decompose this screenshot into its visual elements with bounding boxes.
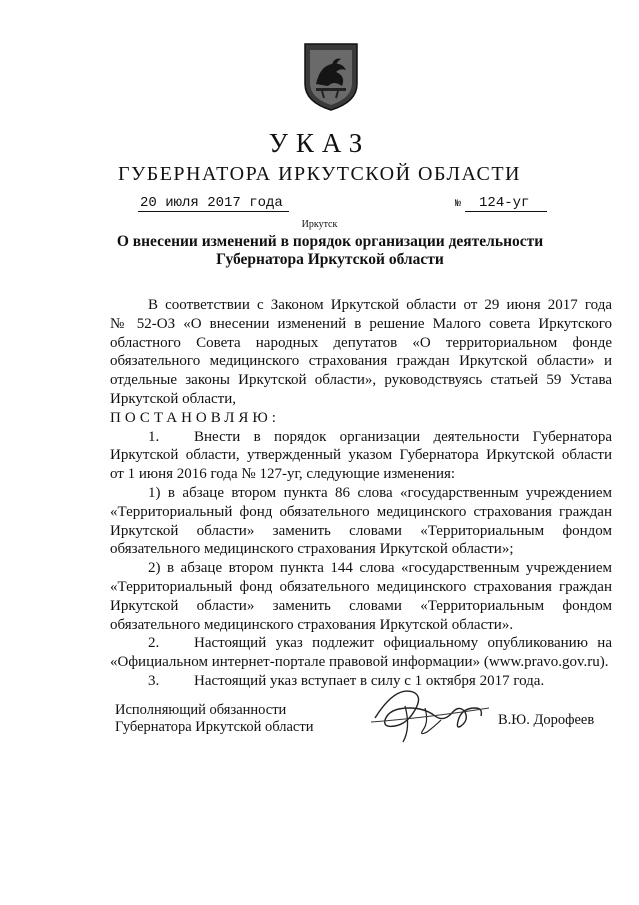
subitem-1-line: 1) в абзаце втором пункта 86 слова «государственным учреждением <box>148 484 612 501</box>
decree-body <box>110 296 612 691</box>
subitem-2-line: 2) в абзаце втором пункта 144 слова «государственным учреждением <box>148 560 612 577</box>
subitem-2-line: «Территориальный фонд обязательного медицинского страхования граждан <box>110 578 612 595</box>
decree-heading-line: О внесении изменений в порядок организации деятельности <box>116 233 544 250</box>
item-2-line <box>110 634 612 653</box>
subitem-2-line: Иркутской области» заменить словами «Территориальным фондом <box>110 597 612 614</box>
document-subtitle: ГУБЕРНАТОРА ИРКУТСКОЙ ОБЛАСТИ <box>118 163 521 185</box>
signatory-position-line: Губернатора Иркутской области <box>115 718 314 735</box>
decree-heading-line: Губернатора Иркутской области <box>216 251 444 268</box>
signatory-position <box>115 702 313 735</box>
decree-date-value: 20 июля 2017 года <box>138 195 289 212</box>
preamble-line: № 52-ОЗ «О внесении изменений в решение Малого совета Иркутского <box>110 315 612 332</box>
item-1-line: от 1 июня 2016 года № 127-уг, следующие изменения: <box>110 466 456 483</box>
signatory-position-line: Исполняющий обязанности <box>115 702 287 718</box>
item-2-line: «Официальном интернет-портале правовой информации» (www.pravo.gov.ru). <box>110 654 609 671</box>
item-2-text: Настоящий указ подлежит официальному опубликованию на <box>194 635 612 652</box>
decree-date <box>138 195 289 211</box>
preamble-line: Иркутской области, <box>110 390 236 407</box>
decree-heading <box>60 233 600 269</box>
subitem-2-line: обязательного медицинского страхования Иркутской области». <box>110 616 514 633</box>
item-number: 1. <box>148 428 160 445</box>
item-1-text: Внести в порядок организации деятельности Губернатора <box>194 428 612 445</box>
decree-number <box>455 195 547 212</box>
item-3-text: Настоящий указ вступает в силу с 1 октября 2017 года. <box>194 672 545 689</box>
item-1-line: Иркутской области, утвержденный указом Губернатора Иркутской области <box>110 447 612 464</box>
subitem-1-line: обязательного медицинского страхования Иркутской области»; <box>110 541 514 558</box>
item-3-line <box>110 672 612 691</box>
postanovlyayu-label: ПОСТАНОВЛЯЮ: <box>110 409 280 426</box>
preamble-line: областного Совета народных депутатов «О территориальном фонде <box>110 334 612 351</box>
subitem-1-line: «Территориальный фонд обязательного медицинского страхования граждан <box>110 503 612 520</box>
item-number: 3. <box>148 672 160 689</box>
handwritten-signature-icon <box>365 678 495 748</box>
preamble-line: обязательного медицинского страхования граждан Иркутской области» и <box>110 353 612 370</box>
preamble-line: В соответствии с Законом Иркутской области от 29 июня 2017 года <box>148 297 612 313</box>
item-number: 2. <box>148 635 160 652</box>
subitem-1-line: Иркутской области» заменить словами «Территориальным фондом <box>110 522 612 539</box>
item-1-line <box>110 428 612 447</box>
decree-number-label: № <box>455 199 462 210</box>
document-title: УКАЗ <box>268 128 371 158</box>
signatory-name: В.Ю. Дорофеев <box>498 712 595 728</box>
preamble-line: отдельные законы Иркутской области», руководствуясь статьей 59 Устава <box>110 372 612 389</box>
decree-number-value: 124-уг <box>465 195 547 212</box>
decree-city: Иркутск <box>301 219 338 230</box>
coat-of-arms-icon <box>302 40 360 112</box>
